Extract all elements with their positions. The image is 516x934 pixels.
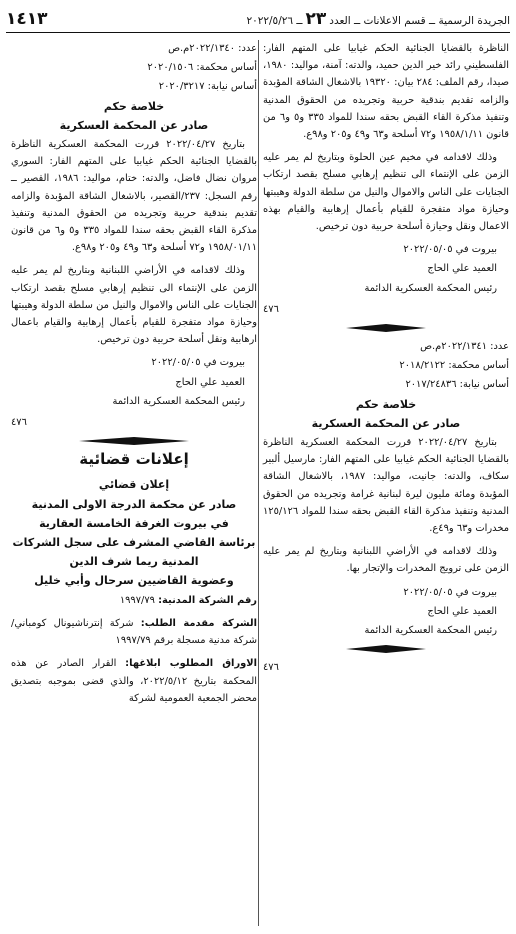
- company-number-label: رقم الشركة المدنية:: [158, 594, 257, 606]
- signature-name-2: العميد علي الحاج: [427, 605, 497, 617]
- meta-prosecution-2: أساس نيابة: ٢٠١٧/٢٤٨٣٦: [405, 379, 509, 391]
- court-line-4: المدنية ريما شرف الدين: [69, 555, 199, 569]
- court-line-1: صادر عن محكمة الدرجة الاولى المدنية: [31, 497, 237, 511]
- divider-ornament: [79, 437, 189, 445]
- section-title: إعلانات قضائية: [79, 450, 189, 469]
- page-number: ١٤١٣: [6, 9, 48, 29]
- signature-title-1: رئيس المحكمة العسكرية الدائمة: [364, 282, 497, 294]
- right-column: [263, 40, 509, 681]
- left-column: [11, 40, 257, 713]
- judgment-text-2: بتاريخ ٢٠٢٢/٠٤/٢٧ قررت المحكمة العسكرية الناظرة بالقضايا الجنائية الحكم غيابيا على المتهم الفار: مارسيل ألبير سكاف، والدته: جانيت، مواليد: ١٩٨٧، بالاشغال الشاقة المؤبدة ومائة مليون ليرة لبنانية غرامة وتجريده من الحقوق المدنية وتنفيذ مذكرة القاء القبض بحقه سندا للمواد ١٢٥/١٢٦ مخدرات و٦٣ و٤٩ع.: [263, 437, 509, 535]
- separator-3: [11, 437, 257, 445]
- court-line-3: برئاسة القاضي المشرف على سجل الشركات: [12, 536, 256, 550]
- company-number-value: ١٩٩٧/٧٩: [119, 594, 155, 606]
- judgment-reason-1: وذلك لاقدامه في مخيم عين الحلوة وبتاريخ لم يمر عليه الزمن على الإنتماء الى تنظيم إرهابي مسلح بقصد ارتكاب الجنايات على الناس والاموال والنيل من سلطة الدولة وهيبتها وحيازة مواد متفجرة للقيام بأعمال إرهابية والقيام بهذه الاعمال ونقل وحيازة أسلحة حربية دون ترخيص.: [263, 152, 509, 233]
- reference-number-2: ٤٧٦: [263, 662, 279, 674]
- separator-2: [263, 645, 509, 653]
- applicant-label: الشركة مقدمة الطلب:: [140, 617, 258, 629]
- reference-number-1: ٤٧٦: [263, 303, 279, 315]
- documents-value: القرار الصادر عن هذه المحكمة بتاريخ ٢٠٢٢/٥/١٢، والذي قضى بموجبه بتصديق محضر الجمعية العمومية لشركة: [11, 658, 257, 704]
- page-header: [6, 8, 510, 30]
- signature-date-1: بيروت في ٢٠٢٢/٠٥/٠٥: [403, 244, 497, 256]
- signature-date-3: بيروت في ٢٠٢٢/٠٥/٠٥: [151, 357, 245, 369]
- documents-label: الاوراق المطلوب ابلاغها:: [125, 658, 258, 670]
- signature-name-1: العميد علي الحاج: [427, 263, 497, 275]
- meta-prosecution-3: أساس نيابة: ٢٠٢٠/٣٢١٧: [158, 81, 257, 93]
- meta-court-3: أساس محكمة: ٢٠٢٠/١٥٠٦: [147, 62, 257, 74]
- header-rule: [6, 32, 510, 33]
- judgment-text-1: الناظرة بالقضايا الجنائية الحكم غيابيا على المتهم الفار: الفلسطيني رائد خير الدين حميد، والدته: آمنة، مواليد: ١٩٨٠، صيدا، رقم الملف: ٢٨٤ بيان: ١٩٣٢٠ بالاشغال الشاقة المؤبدة والزامه تقديم بندقية حربية وتجريده من الحقوق المدنية وتنفيذ مذكرة القاء القبض بحقه سندا للمواد ٣٣٥ و٥ و٦ من قانون ١٩٥٨/١/١١ و٧٢ أسلحة و٦٣ و٤٩ و٢٠٥ و٩٨ع.: [263, 43, 509, 141]
- meta-court-2: أساس محكمة: ٢٠١٨/٢١٢٢: [399, 360, 509, 372]
- reference-number-3: ٤٧٦: [11, 417, 27, 429]
- summary-title-2: خلاصة حكم: [355, 397, 417, 411]
- court-line-5: وعضوية القاضيين سرحال وأبي خليل: [34, 574, 234, 588]
- summary-subtitle-2: صادر عن المحكمة العسكرية: [311, 416, 461, 430]
- header-title: [246, 9, 510, 29]
- applicant: [11, 615, 257, 649]
- judgment-text-3: بتاريخ ٢٠٢٢/٠٤/٢٧ قررت المحكمة العسكرية الناظرة بالقضايا الجنائية الحكم غيابيا على المتهم الفار: السوري مروان نضال فاضل، والدته: ختام، مواليد: ١٩٨٦، القصير ــ رقم السجل: ٢٣٧/القصير، بالاشغال الشاقة المؤبدة والزامه تقديم بندقية حربية وتجريده من الحقوق المدنية وتنفيذ مذكرة القاء القبض بحقه سندا للمواد ٣٣٥ و٥ و٦ من قانون ١٩٥٨/٠١/١١ و٧٢ أسلحة و٦٣ و٤٩ و٢٠٥ و٩٨ع.: [11, 139, 257, 254]
- judgment-reason-2: وذلك لاقدامه في الأراضي اللبنانية وبتاريخ لم يمر عليه الزمن على ترويج المخدرات والإتجار بها.: [263, 546, 509, 575]
- divider-ornament: [346, 324, 426, 332]
- column-divider: [258, 40, 259, 926]
- company-number: [11, 592, 257, 609]
- separator-1: [263, 324, 509, 332]
- summary-subtitle-3: صادر عن المحكمة العسكرية: [59, 118, 209, 132]
- header-date: ــ ٢٠٢٢/٥/٢٦: [246, 15, 303, 27]
- signature-name-3: العميد علي الحاج: [175, 376, 245, 388]
- documents: [11, 655, 257, 707]
- summary-title-3: خلاصة حكم: [103, 99, 165, 113]
- court-line-2: في بيروت الغرفة الخامسة العقارية: [39, 516, 229, 530]
- applicant-value: شركة إنترناشيونال كومباني/ شركة مدنية مسجلة برقم ١٩٩٧/٧٩: [11, 617, 257, 647]
- meta-issue-2: عدد: ٢٠٢٢/١٣٤١م.ص: [420, 341, 509, 353]
- header-issue-number: ٢٣: [305, 9, 327, 29]
- notice-title: إعلان قضائي: [98, 478, 170, 492]
- divider-ornament: [346, 645, 426, 653]
- judgment-reason-3: وذلك لاقدامه في الأراضي اللبنانية وبتاريخ لم يمر عليه الزمن على الإنتماء الى تنظيم إرهابي مسلح بقصد ارتكاب الجنايات على الناس والاموال والنيل من سلطة الدولة وهيبتها وحيازة مواد متفجرة للقيام بأعمال إرهابية والقيام باعمال ارهابية ونقل أسلحة حربية دون ترخيص.: [11, 265, 257, 346]
- signature-title-3: رئيس المحكمة العسكرية الدائمة: [112, 395, 245, 407]
- meta-issue-3: عدد: ٢٠٢٢/١٣٤٠م.ص: [168, 43, 257, 54]
- header-title-text: الجريدة الرسمية ــ قسم الاعلانات ــ العدد: [329, 15, 510, 27]
- signature-title-2: رئيس المحكمة العسكرية الدائمة: [364, 625, 497, 637]
- signature-date-2: بيروت في ٢٠٢٢/٠٥/٠٥: [403, 586, 497, 598]
